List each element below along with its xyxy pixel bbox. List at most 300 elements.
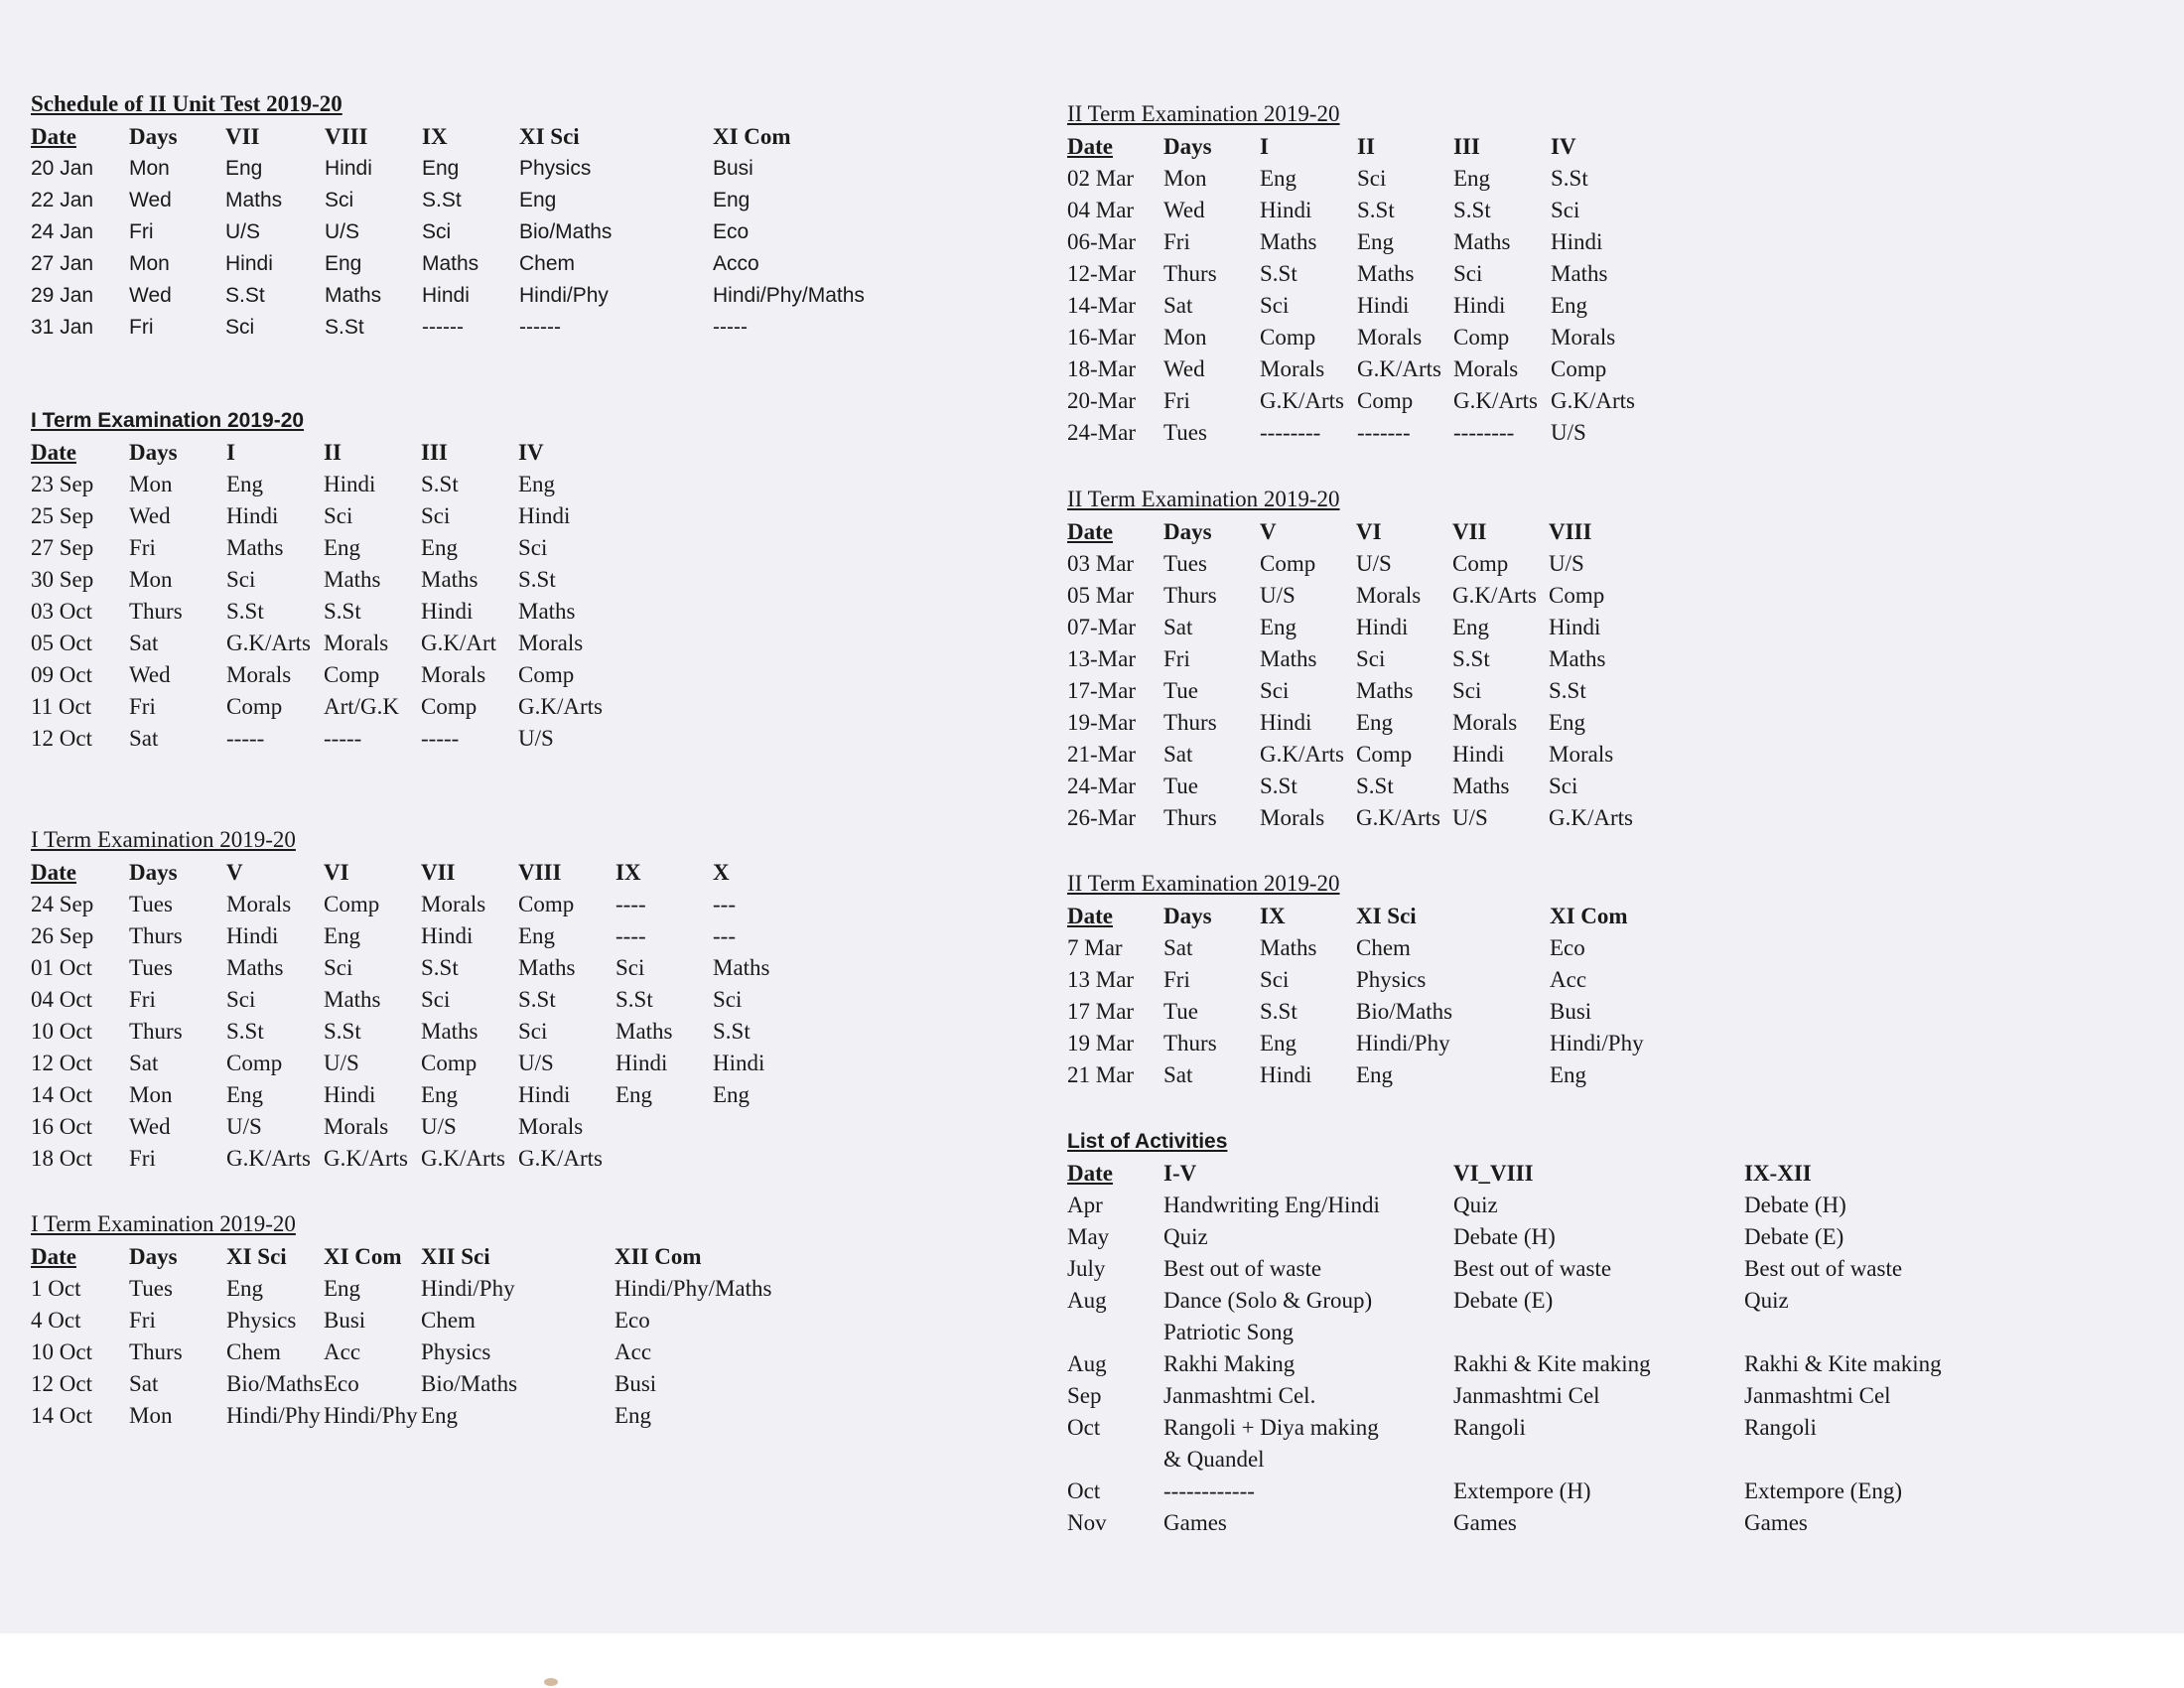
table-cell: 07-Mar [1067, 615, 1136, 639]
table-cell: Acc [1550, 967, 1587, 992]
column-header: Days [1163, 519, 1212, 544]
table-cell: 23 Sep [31, 472, 94, 496]
table-cell: 12 Oct [31, 1371, 92, 1396]
table-cell: Best out of waste [1744, 1256, 1903, 1281]
table-cell: 27 Jan [31, 252, 94, 275]
column-header: VII [1452, 519, 1487, 544]
table-cell: U/S [1356, 551, 1392, 576]
table-cell: 16-Mar [1067, 325, 1136, 350]
table-cell: 16 Oct [31, 1114, 92, 1139]
term1-primary-section [31, 409, 617, 755]
table-cell: -------- [1260, 420, 1321, 445]
table-cell: Comp [1549, 583, 1605, 608]
table-row [31, 1368, 813, 1400]
paper-speck [544, 1678, 558, 1686]
table-row [1067, 675, 1648, 707]
table-cell: 20 Jan [31, 157, 94, 180]
table-cell: Fri [129, 1308, 156, 1333]
column-header: V [226, 860, 243, 885]
table-cell: 24-Mar [1067, 774, 1136, 798]
table-cell [1744, 1317, 2002, 1348]
table-cell: Morals [1260, 805, 1325, 830]
table-cell: Physics [519, 157, 592, 180]
section-title: II Term Examination 2019-20 [1067, 101, 1340, 126]
table-cell: Tue [1163, 774, 1198, 798]
table-cell: Sci [518, 1019, 548, 1044]
table-cell: Sci [1551, 198, 1580, 222]
table-cell: Eng [519, 189, 557, 211]
table-row [31, 1111, 802, 1143]
column-header: Days [1163, 904, 1212, 928]
table-cell: ---- [615, 923, 646, 948]
table-cell: Sci [226, 567, 256, 592]
table-cell: Eng [1357, 229, 1395, 254]
table-cell: 26-Mar [1067, 805, 1136, 830]
table-cell: Chem [421, 1308, 476, 1333]
table-cell: 05 Oct [31, 631, 92, 655]
table-cell: Sat [129, 726, 159, 751]
table-cell: 27 Sep [31, 535, 94, 560]
table-cell: 04 Oct [31, 987, 92, 1012]
column-header: Days [129, 860, 178, 885]
table-cell: Art/G.K [324, 694, 400, 719]
table-cell: Eng [1549, 710, 1586, 735]
table-cell: Hindi [422, 284, 470, 307]
table-row [31, 532, 617, 564]
table-cell: Morals [518, 1114, 584, 1139]
table-cell: 03 Mar [1067, 551, 1135, 576]
table-cell: 06-Mar [1067, 229, 1136, 254]
table-cell: 22 Jan [31, 189, 94, 211]
table-cell: Eng [226, 472, 264, 496]
table-cell: Eco [614, 1308, 650, 1333]
table-cell: Hindi [518, 503, 571, 528]
table-row [1067, 739, 1648, 771]
table-cell: Wed [129, 284, 172, 307]
table-cell: Comp [1260, 325, 1316, 350]
term2-senior-section [1067, 871, 1708, 1091]
table-row [1067, 612, 1648, 643]
table-row [1067, 417, 1650, 449]
table-row [31, 1336, 813, 1368]
table-cell: Eng [1453, 166, 1491, 191]
table-cell: Maths [1260, 646, 1317, 671]
table-cell: 05 Mar [1067, 583, 1135, 608]
table-cell: Bio/Maths [519, 220, 613, 243]
table-cell: --- [713, 923, 736, 948]
table-cell: Comp [324, 662, 380, 687]
table-cell [1067, 1317, 1163, 1348]
table-cell: Eng [421, 535, 459, 560]
table-row [1067, 226, 1650, 258]
table-cell: Comp [1356, 742, 1413, 767]
table-cell: Thurs [129, 923, 183, 948]
table-cell: Fri [1163, 646, 1190, 671]
table-cell: Mon [129, 1403, 173, 1428]
table-cell: 24 Jan [31, 220, 94, 243]
table-cell: 09 Oct [31, 662, 92, 687]
table-row [1067, 322, 1650, 353]
table-row [31, 984, 802, 1016]
table-cell: Maths [225, 189, 283, 211]
table-cell: Eco [1550, 935, 1585, 960]
table-row [31, 691, 617, 723]
column-header: VIII [518, 860, 562, 885]
table-row [1067, 771, 1648, 802]
table-cell: 20-Mar [1067, 388, 1136, 413]
table-cell: S.St [421, 472, 459, 496]
table-cell: Chem [1356, 935, 1411, 960]
table-cell: Thurs [1163, 1031, 1217, 1055]
table-cell: G.K/Arts [1357, 356, 1441, 381]
table-cell: Bio/Maths [421, 1371, 518, 1396]
table-cell: Eng [1551, 293, 1588, 318]
table-cell: ------- [1357, 420, 1411, 445]
table-cell: Maths [1260, 935, 1317, 960]
table-cell: Eng [713, 1082, 751, 1107]
table-cell: Hindi [421, 599, 474, 624]
table-cell: Eng [1260, 615, 1297, 639]
table-cell: Maths [1452, 774, 1510, 798]
unit-test-section [31, 91, 891, 344]
table-cell: Maths [421, 567, 478, 592]
table-cell: Mon [129, 252, 170, 275]
table-cell: S.St [422, 189, 462, 211]
table-cell: Sci [422, 220, 452, 243]
table-cell: Comp [1453, 325, 1510, 350]
activities-section [1067, 1130, 2002, 1539]
table-cell: ----- [713, 316, 748, 339]
table-cell: Janmashtmi Cel [1453, 1383, 1600, 1408]
table-cell: Sci [1260, 678, 1290, 703]
column-header: VI [324, 860, 349, 885]
term2-primary-section [1067, 101, 1650, 449]
table-cell: Eng [518, 472, 556, 496]
table-cell: Wed [129, 1114, 171, 1139]
activities-table [1067, 1158, 2002, 1539]
table-cell: Maths [1356, 678, 1414, 703]
table-cell: S.St [325, 316, 364, 339]
table-cell: Sat [1163, 742, 1193, 767]
table-cell: Eng [1260, 166, 1297, 191]
table-cell: 17-Mar [1067, 678, 1136, 703]
table-cell: Eng [713, 189, 751, 211]
column-header: XI Com [324, 1244, 402, 1269]
table-cell: 21 Mar [1067, 1062, 1135, 1087]
table-cell: Eng [421, 1403, 459, 1428]
table-row [1067, 1476, 2002, 1507]
table-cell: S.St [1356, 774, 1394, 798]
table-row [31, 1016, 802, 1048]
table-cell: Hindi [225, 252, 273, 275]
table-cell: G.K/Arts [1452, 583, 1537, 608]
column-header: I-V [1163, 1161, 1197, 1186]
table-cell: Busi [713, 157, 753, 180]
term1-primary-table [31, 437, 617, 755]
unit-test-table [31, 121, 891, 344]
column-header: IX [422, 124, 448, 149]
table-cell: Maths [422, 252, 479, 275]
table-row [31, 469, 617, 500]
table-cell: Hindi [1551, 229, 1603, 254]
column-header: Days [129, 1244, 178, 1269]
table-cell: Games [1453, 1510, 1517, 1535]
table-cell: 18-Mar [1067, 356, 1136, 381]
table-cell: Morals [518, 631, 584, 655]
table-cell: Morals [1453, 356, 1519, 381]
column-header: Days [129, 440, 178, 465]
table-cell [1067, 1444, 1163, 1476]
term1-middle-table [31, 857, 802, 1175]
table-cell: Eng [225, 157, 263, 180]
table-cell: Comp [1551, 356, 1607, 381]
table-cell: S.St [518, 987, 556, 1012]
table-cell: Comp [226, 694, 283, 719]
table-cell: 19-Mar [1067, 710, 1136, 735]
table-cell: Morals [421, 892, 486, 916]
table-cell: Hindi/Phy [519, 284, 609, 307]
table-row [1067, 1348, 2002, 1380]
table-cell: Best out of waste [1163, 1256, 1322, 1281]
table-cell: S.St [1260, 261, 1297, 286]
column-header: II [324, 440, 341, 465]
table-cell: Morals [421, 662, 486, 687]
section-title: I Term Examination 2019-20 [31, 409, 305, 432]
table-cell: 13 Mar [1067, 967, 1135, 992]
table-cell: Rangoli + Diya making [1163, 1415, 1379, 1440]
table-cell: S.St [226, 599, 264, 624]
table-cell: S.St [1551, 166, 1588, 191]
table-cell: Physics [1356, 967, 1427, 992]
table-cell: Tue [1163, 678, 1198, 703]
table-cell: Tue [1163, 999, 1198, 1024]
table-row [31, 500, 617, 532]
table-cell: Debate (E) [1744, 1224, 1844, 1249]
table-cell: Morals [1356, 583, 1422, 608]
table-cell: Best out of waste [1453, 1256, 1612, 1281]
table-cell [713, 1143, 802, 1175]
table-cell: Sat [1163, 615, 1193, 639]
table-cell: Tues [129, 892, 173, 916]
table-row [31, 216, 891, 248]
column-header: XI Sci [1356, 904, 1417, 928]
table-cell: Janmashtmi Cel [1744, 1383, 1891, 1408]
table-cell: Eng [518, 923, 556, 948]
table-cell: Wed [129, 189, 172, 211]
table-cell: Quiz [1453, 1193, 1498, 1217]
table-cell: 30 Sep [31, 567, 94, 592]
table-cell: S.St [324, 599, 361, 624]
table-cell: Mon [129, 472, 173, 496]
table-cell: Sci [713, 987, 743, 1012]
table-cell: Nov [1067, 1510, 1107, 1535]
table-cell: Morals [1549, 742, 1614, 767]
table-cell: Maths [1551, 261, 1608, 286]
table-cell: 10 Oct [31, 1019, 92, 1044]
table-cell: U/S [1452, 805, 1488, 830]
table-cell: Aug [1067, 1351, 1107, 1376]
table-cell: Maths [1453, 229, 1511, 254]
table-cell: ------ [422, 316, 464, 339]
table-cell: Eng [1452, 615, 1490, 639]
table-cell: Eng [324, 1276, 361, 1301]
table-row [1067, 707, 1648, 739]
table-cell: 03 Oct [31, 599, 92, 624]
table-cell: Dance (Solo & Group) [1163, 1288, 1373, 1313]
column-header: Days [1163, 134, 1212, 159]
table-cell: Thurs [1163, 805, 1217, 830]
table-row [1067, 1285, 2002, 1317]
table-cell: Physics [226, 1308, 297, 1333]
table-row [1067, 1380, 2002, 1412]
column-header: Days [129, 124, 178, 149]
table-cell: S.St [1549, 678, 1586, 703]
table-cell: 4 Oct [31, 1308, 81, 1333]
section-title: I Term Examination 2019-20 [31, 1211, 296, 1236]
table-cell: 12 Oct [31, 726, 92, 751]
table-row [1067, 195, 1650, 226]
table-cell: 14 Oct [31, 1082, 92, 1107]
table-cell: Thurs [129, 1019, 183, 1044]
table-cell: Hindi [615, 1051, 668, 1075]
section-title: II Term Examination 2019-20 [1067, 487, 1340, 511]
table-row [1067, 996, 1708, 1028]
table-row [31, 153, 891, 185]
table-cell: Hindi [324, 472, 376, 496]
column-header: III [1453, 134, 1480, 159]
table-cell: Morals [1551, 325, 1616, 350]
table-cell: Chem [226, 1339, 281, 1364]
table-cell: Bio/Maths [226, 1371, 324, 1396]
term1-middle-section [31, 827, 802, 1175]
table-cell: Sci [615, 955, 645, 980]
table-cell: G.K/Arts [226, 631, 311, 655]
table-cell: Oct [1067, 1478, 1101, 1503]
column-header: II [1357, 134, 1375, 159]
table-cell: Thurs [1163, 261, 1217, 286]
table-cell: Maths [518, 599, 576, 624]
table-cell: Busi [1550, 999, 1592, 1024]
table-cell: Hindi/Phy [421, 1276, 515, 1301]
table-cell: Maths [421, 1019, 478, 1044]
table-cell: Sat [1163, 1062, 1193, 1087]
table-cell: U/S [1549, 551, 1584, 576]
table-cell: Sci [1356, 646, 1386, 671]
table-row [1067, 1317, 2002, 1348]
column-header: Date [1067, 904, 1113, 928]
table-row [1067, 932, 1708, 964]
table-cell: Fri [1163, 967, 1190, 992]
table-cell: Chem [519, 252, 576, 275]
table-cell: Quiz [1744, 1288, 1789, 1313]
table-cell [1453, 1444, 1744, 1476]
table-cell: Sci [1549, 774, 1578, 798]
table-cell: 02 Mar [1067, 166, 1135, 191]
table-cell: Sat [129, 1371, 159, 1396]
table-cell: Hindi [518, 1082, 571, 1107]
table-cell: G.K/Arts [1453, 388, 1538, 413]
table-cell: Rakhi & Kite making [1453, 1351, 1651, 1376]
table-row [31, 1143, 802, 1175]
table-cell: Hindi [713, 1051, 765, 1075]
table-cell: ---- [615, 892, 646, 916]
table-cell: S.St [1260, 999, 1297, 1024]
table-row [1067, 1028, 1708, 1059]
table-cell: Eng [614, 1403, 652, 1428]
table-cell: 13-Mar [1067, 646, 1136, 671]
header-row [1067, 1158, 2002, 1190]
table-cell: U/S [226, 1114, 262, 1139]
table-cell: Games [1163, 1510, 1227, 1535]
term2-senior-table [1067, 901, 1708, 1091]
table-cell: Eng [421, 1082, 459, 1107]
table-cell [713, 1111, 802, 1143]
table-cell: Morals [324, 631, 389, 655]
table-cell: Eng [615, 1082, 653, 1107]
column-header: I [226, 440, 235, 465]
table-cell: Hindi [226, 923, 279, 948]
table-cell: S.St [421, 955, 459, 980]
table-cell: Morals [226, 892, 292, 916]
table-cell: Sci [1260, 967, 1290, 992]
table-cell: 26 Sep [31, 923, 94, 948]
column-header: XI Com [713, 124, 791, 149]
table-cell: Hindi [1260, 1062, 1312, 1087]
table-cell: July [1067, 1256, 1106, 1281]
table-cell: Maths [325, 284, 382, 307]
table-cell: Sat [129, 631, 159, 655]
table-cell: G.K/Arts [1260, 388, 1344, 413]
table-cell: Sci [225, 316, 255, 339]
table-row [1067, 1507, 2002, 1539]
table-row [31, 1305, 813, 1336]
table-cell: Comp [1260, 551, 1316, 576]
table-cell: U/S [1551, 420, 1586, 445]
table-row [1067, 1190, 2002, 1221]
table-cell: Sci [421, 987, 451, 1012]
table-cell: Comp [518, 662, 575, 687]
table-row [1067, 290, 1650, 322]
table-row [1067, 964, 1708, 996]
table-cell: U/S [225, 220, 261, 243]
table-cell: Patriotic Song [1163, 1320, 1294, 1344]
table-cell: 10 Oct [31, 1339, 92, 1364]
table-cell: 7 Mar [1067, 935, 1123, 960]
table-cell: Eng [324, 535, 361, 560]
table-cell: ----- [324, 726, 362, 751]
term2-middle-section [1067, 487, 1648, 834]
table-cell: Maths [615, 1019, 673, 1044]
table-cell: U/S [518, 726, 554, 751]
table-cell: Fri [129, 220, 154, 243]
table-cell: 1 Oct [31, 1276, 81, 1301]
table-cell: Debate (H) [1744, 1193, 1846, 1217]
table-cell: Hindi/Phy/Maths [614, 1276, 772, 1301]
column-header: Date [31, 1244, 76, 1269]
table-cell: Thurs [129, 1339, 183, 1364]
column-header: IX [615, 860, 641, 885]
table-cell: Sat [129, 1051, 159, 1075]
table-cell: Sci [1357, 166, 1387, 191]
table-row [31, 889, 802, 920]
table-cell: Sci [324, 503, 353, 528]
table-cell: Maths [1260, 229, 1317, 254]
table-cell: 21-Mar [1067, 742, 1136, 767]
column-header: VI_VIII [1453, 1161, 1534, 1186]
table-cell: Rangoli [1453, 1415, 1526, 1440]
table-cell: Morals [324, 1114, 389, 1139]
table-cell: 04 Mar [1067, 198, 1135, 222]
